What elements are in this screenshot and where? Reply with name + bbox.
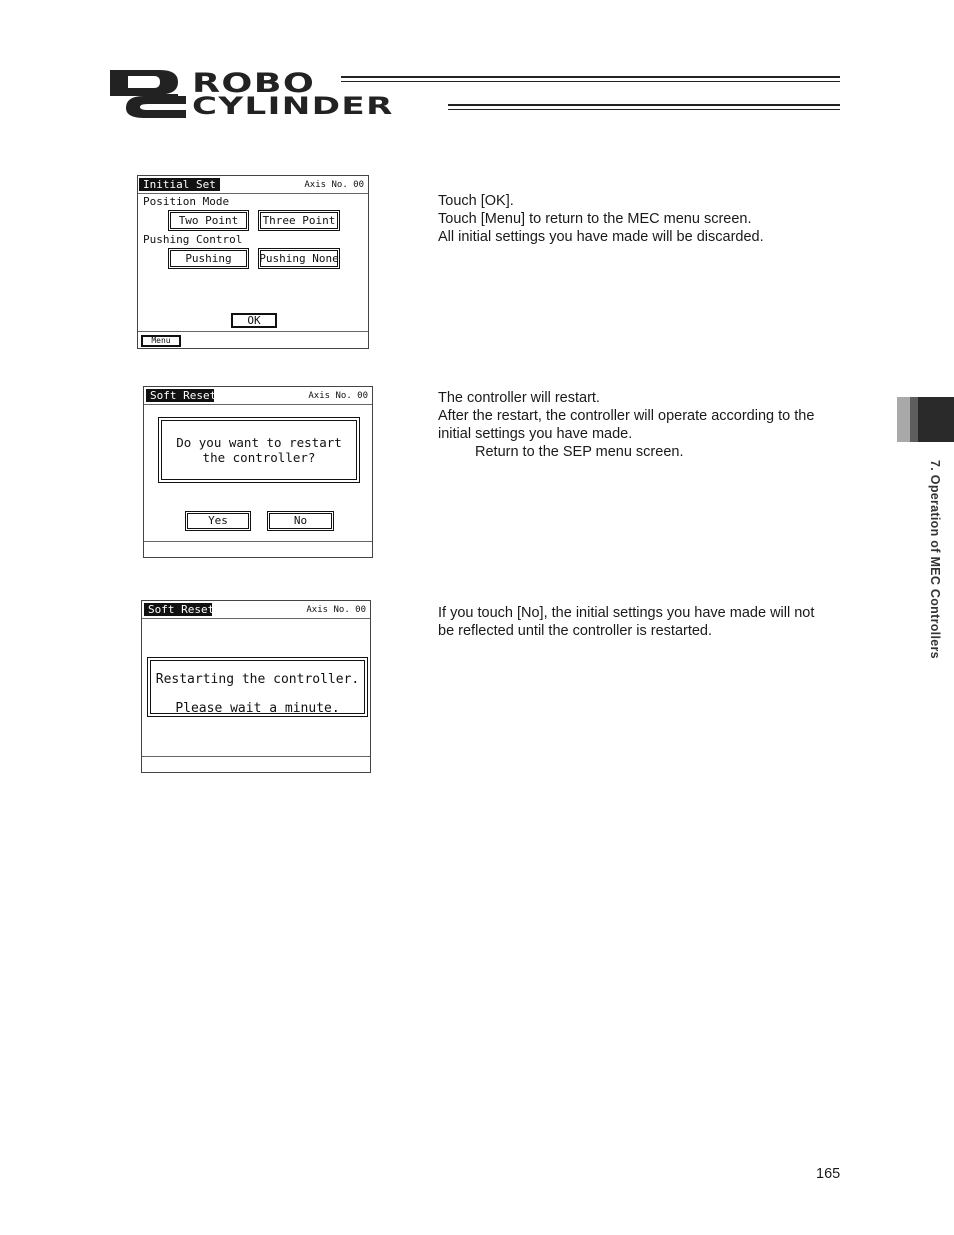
soft-reset-restarting-screen: [141, 600, 371, 773]
chapter-tab-light: [897, 397, 910, 442]
header-rule-top-2: [341, 81, 840, 82]
instruction-line: initial settings you have made.: [438, 426, 633, 442]
restarting-message-box: [147, 657, 368, 717]
footer-divider: [138, 331, 368, 332]
instruction-line: Touch [Menu] to return to the MEC menu screen.: [438, 211, 752, 227]
logo-robo-text: ROBO: [192, 68, 316, 99]
soft-reset-confirm-screen: [143, 386, 373, 558]
footer-divider: [142, 756, 370, 757]
axis-number: Axis No. 00: [304, 180, 364, 190]
no-button[interactable]: No: [267, 511, 334, 531]
instruction-line: After the restart, the controller will operate according to the: [438, 408, 815, 424]
instruction-block-1: [438, 192, 764, 246]
axis-number: Axis No. 00: [308, 391, 368, 401]
logo-cylinder-text: CYLINDER: [192, 92, 394, 120]
instruction-line: be reflected until the controller is restarted.: [438, 623, 713, 639]
header-rule-bottom-2: [448, 109, 840, 110]
header-rule-bottom-1: [448, 104, 840, 106]
pushing-control-label: Pushing Control: [143, 233, 243, 246]
message-line: the controller?: [202, 450, 316, 465]
two-point-button[interactable]: Two Point: [168, 210, 249, 231]
message-text: [148, 665, 367, 723]
chapter-label: 7. Operation of MEC Controllers: [928, 460, 942, 659]
message-text: [159, 435, 359, 465]
instruction-line: All initial settings you have made will be discarded.: [438, 229, 764, 245]
screen-title: Soft Reset: [146, 389, 214, 402]
instruction-block-2: [438, 389, 814, 461]
screen-title: Initial Set: [139, 178, 220, 191]
position-mode-label: Position Mode: [143, 195, 230, 208]
restart-question-box: [158, 417, 360, 483]
instruction-line: The controller will restart.: [438, 390, 600, 406]
message-line: Restarting the controller.: [155, 672, 360, 687]
chapter-tab-dark: [918, 397, 954, 442]
footer-divider: [144, 541, 372, 542]
pushing-button[interactable]: Pushing: [168, 248, 249, 269]
title-divider: [138, 193, 368, 194]
ok-button[interactable]: OK: [231, 313, 277, 328]
chapter-tab-mid: [910, 397, 918, 442]
title-divider: [144, 404, 372, 405]
yes-button[interactable]: Yes: [185, 511, 251, 531]
rc-logo-icon: [108, 68, 188, 120]
page-number: 165: [816, 1166, 841, 1182]
three-point-button[interactable]: Three Point: [258, 210, 340, 231]
header: [0, 0, 954, 130]
instruction-block-3: [438, 604, 814, 640]
pushing-none-button[interactable]: Pushing None: [258, 248, 340, 269]
message-line: Please wait a minute.: [175, 701, 340, 716]
initial-set-screen: [137, 175, 369, 349]
instruction-line: If you touch [No], the initial settings you have made will not: [438, 605, 815, 621]
instruction-line: Touch [OK].: [438, 193, 514, 209]
screen-title: Soft Reset: [144, 603, 212, 616]
title-divider: [142, 618, 370, 619]
instruction-line: Return to the SEP menu screen.: [475, 444, 684, 460]
menu-button[interactable]: Menu: [141, 335, 181, 347]
axis-number: Axis No. 00: [306, 605, 366, 615]
header-rule-top-1: [341, 76, 840, 78]
message-line: Do you want to restart: [176, 435, 342, 450]
